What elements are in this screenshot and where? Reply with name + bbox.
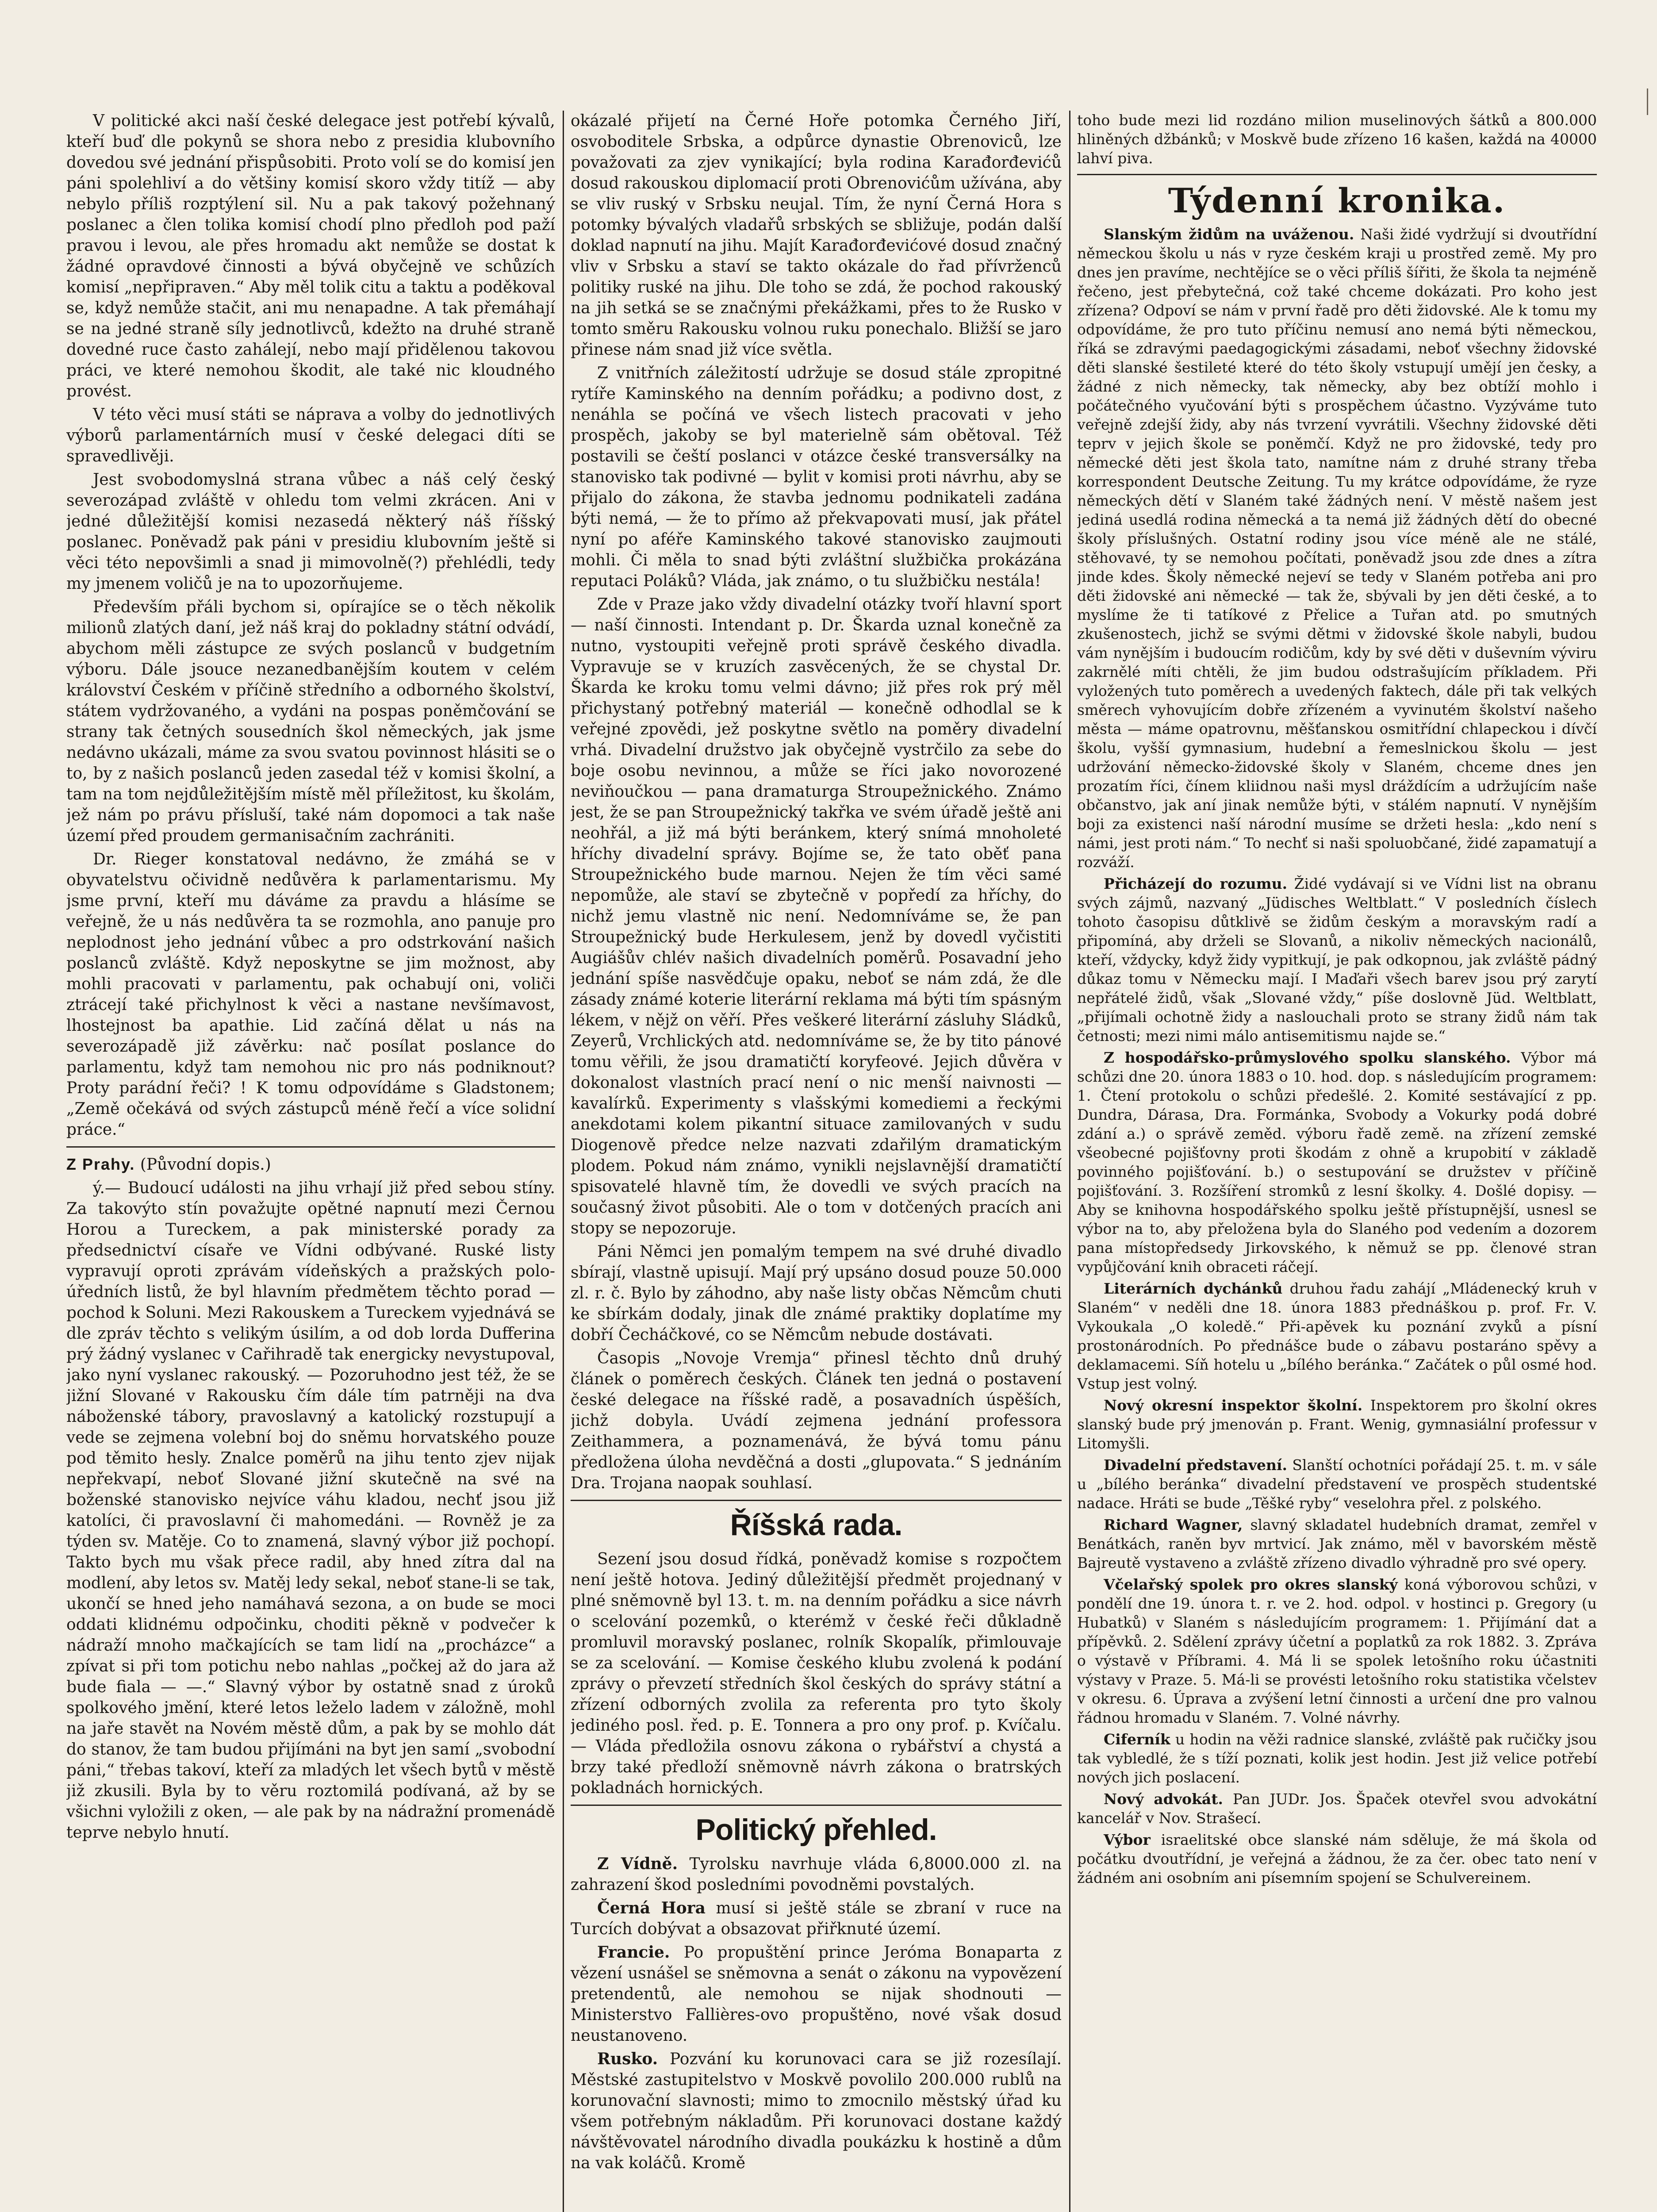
news-item-text: Po propuštění prince Jeróma Bonaparta z vězení usnášel se sněmovna a senát o zákonu na vypovězení pretendentů, ale nemohou se nijak shodnouti — Ministerstvo Fallières-ovo propuštěno, nové však dosud neustanoveno. (571, 1943, 1062, 2045)
news-item (571, 2049, 1062, 2174)
rada-heading: Říšská rada. (730, 1508, 902, 1542)
politicky-heading: Politický přehled. (695, 1813, 937, 1847)
newspaper-page (66, 111, 1597, 2212)
news-item-text: Tyrolsku navrhuje vláda 6,8000.000 zl. na zahrazení škod posledními povodněmi povstalých. (571, 1855, 1062, 1894)
article-paragraph: V této věci musí státi se náprava a volby do jednotlivých výborů parlamentárních musí v české delegaci díti se spravedlivěji. (66, 406, 555, 465)
article-paragraph: Páni Němci jen pomalým tempem na své druhé divadlo sbírají, vlastně upisují. Mají prý upsáno dosud pouze 50.000 zl. r. č. Bylo by záhodno, aby naše listy občas Němcům chuti ke sbírkám dodaly, jinak dle známé praktiky doplatíme my dobří Čecháčkové, co se Němcům nebude dostávati. (571, 1243, 1062, 1344)
section-divider (66, 1146, 555, 1148)
article-paragraph: Z vnitřních záležitostí udržuje se dosud stále zpropitné rytíře Kaminského na denním pořádku; a podivno dost, z nenáhla se počíná ve všech listech pracovati v jeho prospěch, jakoby se byl materielně sám obětoval. Též postavili se čeští poslanci v otázce české transversálky na stanovisko tak podivné — bylit v komisi proti návrhu, aby se přijalo do zákona, že stavba jednomu podnikateli zadána býti nemá, — že to přímo až překvapovati musí, jak přátel nyní po aféře Kaminského takové stanovisko zaujmouti mohli. Či měla to snad býti zvláštní službička prokázána reputaci Poláků? Vláda, jak známo, o tu službičku nestála! (571, 364, 1062, 590)
news-item (1077, 1279, 1597, 1393)
praha-heading: Z Prahy. (66, 1155, 135, 1173)
news-item (1077, 1730, 1597, 1787)
news-item (571, 1854, 1062, 1895)
news-item-text: slavný skladatel hudebních dramat, zemřel v Benátkách, raněn byv mrtvicí. Jak známo, měl v bavorském městě Bajreutě vystaveno a zvláště zřízeno divadlo výhradně pro své opery. (1077, 1516, 1597, 1571)
article-paragraph: Časopis „Novoje Vremja“ přinesl těchto dnů druhý článek o poměrech českých. Článek ten jedná o postavení české delegace na říšské radě, a posavadních úspěších, jichž dobyla. Uvádí zejmena jednání professora Zeithammera, a poznamenává, že bývá tomu pánu předložena úloha nevděčná a dosti „glupovata.“ S jednáním Dra. Trojana naopak souhlasí. (571, 1349, 1062, 1492)
news-item-lead: Z Vídně. (597, 1855, 678, 1873)
news-item-lead: Divadelní představení. (1104, 1456, 1288, 1474)
article-paragraph: V politické akci naší české delegace jest potřebí kývalů, kteří buď dle pokynů se shora nebo z presidia klubovního dovedou své jednání přispůsobiti. Proto volí se do komisí jen páni spolehliví a do většiny komisí skoro vždy titíž — aby nebylo příliš rozptýlení sil. Nu a pak takový požehnaný poslanec a člen tolika komisí chodí plno předloh pod paží pravou i levou, ale přes hromadu akt nemůže se dostat k žádné opravdové činnosti a bývá obyčejně ve schůzích komisí „nepřipraven.“ Aby měl tolik citu a taktu a poděkoval se, když nemůže stačit, ani mu nenapadne. A tak přemáhají se na jedné straně síly jednotlivců, kdežto na druhé straně dovedné ruce často zahálejí, nebo mají přidělenou takovou práci, ve které nemohou škodit, ale také nic kloudného provést. (66, 112, 555, 400)
news-item-lead: Včelařský spolek pro okres slanský (1104, 1576, 1398, 1593)
praha-dateline (66, 1154, 555, 1175)
article-paragraph: toho bude mezi lid rozdáno milion muselinových šátků a 800.000 hliněných džbánků; v Moskvě bude zřízeno 16 kašen, každá na 40000 lahví piva. (1077, 111, 1597, 167)
news-item-text: Naši židé vydržují si dvoutřídní německou školu u nás v ryze českém kraji u prostřed země. My pro dnes jen pravíme, nechtějíce se o věci příliš šířiti, že škola ta nejméně řečeno, jest přebytečná, což také chceme dokázati. Pro koho jest zřízena? Odpoví se nám v první řadě pro děti židovské. Ale k tomu my odpovídáme, že pro tuto příčinu nemusí ano nemá býti německou, říká se zdravými paedagogickými zásadami, neboť všechny židovské děti slanské šestileté které do této školy vstupují umějí jen česky, a žádné z nich německy, tak německy, aby bez obtíží mohlo i počátečného vyučování býti s prospěchem účastno. Vyzýváme tuto veřejně zdejší židy, aby nás tvrzení vyvrátili. Všechny židovské děti teprv v jejich škole se poněmčí. Když ne pro židovské, tedy pro německé děti jest škola tato, namítne nám z druhé strany třeba korrespondent Deutsche Zeitung. Tu my krátce odpovídáme, že ryze německých dětí v Slaném také žádných není. V městě našem jest jediná usedlá rodina německá a ta nemá již žádných dětí do obecné školy příslušných. Ostatní rodiny jsou více méně ale ne stálé, stěhovavé, ty se nemohou počítati, poněvadž jsou zde dnes a zítra jinde kdes. Školy německé nejeví se tedy v Slaném potřeba ani pro děti židovské ani německé — tak že, sbývali by jen děti české, a to myslíme že ti tatíkové z Přelice a Tuřan atd. po smutných zkušenostech, jichž se svými dětmi v židovské škole nabyli, budou vám nynějším i budoucím rodičům, kdy by své děti v duševním výviru zakrnělé míti chtěli, že jim budou odstrašujícím příkladem. Při vyložených tuto poměrech a uvedených faktech, dále při tak velkých směrech vyhovujícím dobře zřízeném a vyvinutém školství našeho města — máme opatrovnu, měšťanskou osmitřídní chlapeckou i dívčí školu, vyšší gymnasium, hudební a řemeslnickou školu — jest udržování německo-židovské školy v Slaném, chceme dnes jen prozatím říci, čínem kliidnou naši mysl dráždícím a udržujícím naše občanstvo, jak aní jinak nemůže býti, v stálém napnutí. V nynějším boji za existenci naší národní musíme se držeti hesla: „kdo není s námi, jest proti nám.“ To nechť si naši spoluobčané, židé zapamatují a rozváží. (1077, 226, 1597, 871)
news-item-text: israelitské obce slanské nám sděluje, že má škola od počátku dvoutřídní, je veřejná a žádnou, že za čer. obec tato není v žádném ani osobním ani písemním spojení se Schulvereinem. (1077, 1831, 1597, 1886)
news-item-text: Inspektorem pro školní okres slanský bude prý jmenován p. Frant. Wenig, gymnasiální professur v Litomyšli. (1077, 1397, 1597, 1452)
news-item (571, 1898, 1062, 1939)
news-item-lead: Z hospodářsko-průmyslového spolku slanského. (1104, 1049, 1511, 1066)
news-item-text: Slanští ochotníci pořádají 25. t. m. v sále u „bílého beránka“ divadelní představení ve prospěch studentské nadace. Hráti se bude „Těšké ryby“ veselohra přel. z polského. (1077, 1456, 1597, 1512)
news-item-lead: Černá Hora (597, 1899, 706, 1917)
news-item (1077, 874, 1597, 1045)
article-paragraph: ý.— Budoucí události na jihu vrhají již před sebou stíny. Za takovýto stín považujte opětné napnutí mezi Černou Horou a Tureckem, a pak ministerské porady za předsednictví císaře ve Vídni odbývané. Ruské listy vypravují oproti zprávám vídeňských a pražských polo-úředních listů, že byl hlavním předmětem těchto porad — pochod k Soluni. Mezi Rakouskem a Tureckem vyjednává se dle zpráv těchto s velikým úsilím, a od dob lorda Dufferina prý žádný vyslanec v Cařihradě tak energicky nevystupoval, jako nyní vyslanec rakouský. — Pozoruhodno jest též, že se jižní Slované v Rakousku čím dále tím patrněji na dva náboženské tábory, pravoslavný a katolický rozstupují a vede se zejmena volební boj do sněmu horvatského pouze pod těmito hesly. Znalce poměrů na jihu tento zjev nijak nepřekvapí, neboť Slované jižní skutečně na své na boženské stanovisko nejvíce váhu kladou, nechť jsou již katolíci, či pravoslavní či mahomedáni. — Rovněž je za týden sv. Matěje. Co to znamená, slavný výbor již pochopí. Takto bych mu však přece radil, aby hned zítra dal na modlení, aby letos sv. Matěj ledy sekal, neboť stane-li se tak, ukončí se hned jeho namáhavá sezona, a on bude se moci oddati klidnému odpočinku, choditi pěkně v podvečer k nádraží mnoho mačkajících se tam lidí na „procházce“ a zpívat si při tom potichu nebo nahlas „počkej až do jara až bude fiala — —.“ Slavný výbor by ostatně snad z úroků spolkového jmění, které letos leželo ladem v záložně, mohl na jaře stavět na Novém městě dům, a pak by se mohlo dát do stanov, že tam budou přijímáni na byt jen samí „svobodní páni,“ třebas takoví, kteří za mladých let všech bytů v městě již zkusili. Byla by to věru roztomilá podívaná, až by se všichni vyložili z oken, — ale pak by na nádražní promenádě teprve nebylo hnutí. (66, 1179, 555, 1842)
news-item-text: Pan JUDr. Jos. Špaček otevřel svou advokátní kancelář v Nov. Strašecí. (1077, 1790, 1597, 1827)
column-middle (571, 111, 1062, 2212)
news-item-lead: Nový advokát. (1104, 1790, 1224, 1808)
article-paragraph: okázalé přijetí na Černé Hoře potomka Černého Jiří, osvoboditele Srbska, a odpůrce dynastie Obrenoviců, lze považovati za zjev vynikající; byla rodina Karađorđevićů dosud rakouskou diplomacií proti Obrenovićům užívána, aby se vliv ruský v Srbsku neujal. Tím, že nyní Černá Hora s potomky bývalých vladařů srbských se sbližuje, podán další doklad napnutí na jihu. Majít Karađorđevićové dosud značný vliv v Srbsku a staví se takto okázale do řad přívrženců politiky ruské na jihu. Dle toho se zdá, že pochod rakouský na jih setká se se značnými překážkami, přes to že Rusko v tomto směru Rakousku volnou ruku ponechalo. Bližší se jaro přinese nám snad již více světla. (571, 112, 1062, 359)
column-right (1077, 111, 1597, 2212)
section-divider (571, 1500, 1062, 1501)
news-item-lead: Přicházejí do rozumu. (1104, 875, 1288, 892)
news-item-lead: Richard Wagner, (1104, 1516, 1243, 1533)
column-rule (563, 111, 564, 2212)
kronika-heading: Týdenní kronika. (1168, 181, 1506, 220)
news-item-text: Židé vydávají si ve Vídni list na obranu svých zájmů, nazvaný „Jüdisches Weltblatt.“ V posledních číslech tohoto časopisu důtklivě se židům českým a moravským radí a připomíná, aby drželi se Slovanů, a nikoliv německých nacionálů, kteří, vždycky, když židy vypitkují, je pak odkopnou, jak zvláště pádný důkaz tomu v Německu mají. I Maďaři všech barev jsou prý zarytí nepřátelé židů, však „Slované vždy,“ píše doslovně Jüd. Weltblatt, „přijímali ochotně židy a naslouchali proto se strany židů nám tak četnosti; mezi nimi málo antisemitismu najde se.“ (1077, 875, 1597, 1045)
news-item-text: Výbor má schůzi dne 20. února 1883 o 10. hod. dop. s následujícím programem: 1. Čtení protokolu o schůzi předešlé. 2. Komité sestávající z pp. Dundra, Dárasa, Dra. Formánka, Svobody a Vokurky podá dobré zdání a.) o správě zeměd. výboru řadě země. na zřízení zemské všeobecné pojišťovny proti škodám z ohně a krupobití v základě povinného pojišťování. b.) o sestupování se družstev v příčině pojišťování. 3. Rozšíření stromků z lesní školky. 4. Došlé dopisy. — Aby se knihovna hospodářského spolku ještě přístupnější, usnesl se výbor na to, aby přeložena byla do Slaného pod vedením a dozorem pana místopředsedy Jirkovského, k němuž se pp. členové stran vypůjčování knih obraceti ráčejí. (1077, 1049, 1597, 1275)
article-paragraph: Sezení jsou dosud řídká, poněvadž komise s rozpočtem není ještě hotova. Jediný důležitější předmět projednaný v plné sněmovně byl 13. t. m. na denním pořádku a sice návrh o scelování pozemků, o kterémž v české řeči důkladně promluvil moravský poslanec, rolník Skopalík, přimlouvaje se za scelování. — Komise českého klubu zvolená k podání zprávy o převzetí středních škol českých do správy státní a zřízení odborných zvolila za referenta pro tyto školy jediného posl. řed. p. E. Tonnera a pro ony prof. p. Kvíčalu. — Vláda předložila osnovu zákona o rybářství a chystá a brzy také předloží sněmovně návrh zákona o bratrských pokladnách hornických. (571, 1550, 1062, 1797)
column-left (66, 111, 555, 2212)
news-item-text: u hodin na věži radnice slanské, zvláště pak ručičky jsou tak vybledlé, že s tíží poznati, kolik jest hodin. Jest již velice potřebí nových jich poslacení. (1077, 1731, 1597, 1786)
news-item (571, 1942, 1062, 2046)
news-item-lead: Francie. (597, 1943, 670, 1962)
article-paragraph: Jest svobodomyslná strana vůbec a náš celý český severozápad zvláště v ohledu tom velmi zkrácen. Ani v jedné důležitější komisi nezasedá některý náš říšský poslanec. Poněvadž pak páni v presidiu klubovním ještě si věci této nepovšimli a snad ji mimovolně(?) přehlédli, tedy my jmenem voličů je na to upozorňujeme. (66, 471, 555, 593)
news-item (1077, 1455, 1597, 1513)
news-item (1077, 1790, 1597, 1828)
news-item-lead: Literárních dychánků (1104, 1280, 1283, 1297)
news-item (1077, 1048, 1597, 1276)
news-item-text: Pozvání ku korunovaci cara se již rozesílají. Městské zastupitelstvo v Moskvě povolilo 200.000 rublů na korunovační slavnosti; mimo to zmocnilo městský úřad ku všem potřebným nákladům. Při korunovaci dostane každý návštěvovatel národního divadla poukázku k hostině a dům na vak koláčů. Kromě (571, 2050, 1062, 2172)
news-item-lead: Rusko. (597, 2050, 658, 2068)
section-divider (571, 1805, 1062, 1806)
column-rule (1069, 111, 1070, 2212)
praha-subheading: (Původní dopis.) (140, 1156, 271, 1174)
news-item (1077, 1830, 1597, 1887)
article-paragraph: Dr. Rieger konstatoval nedávno, že zmáhá se v obyvatelstvu očividně nedůvěra k parlamentarismu. My jsme první, kteří mu dáváme za pravdu a hlásíme se veřejně, že u nás nedůvěra ta se rozmohla, ano panuje pro neplodnost jeho jednání vůbec a pro odstrkování našich poslanců zvláště. Když neposkytne se jim možnost, aby mohli pracovati v parlamentu, pak ochabují oni, voliči ztrácejí také přichylnost k věci a nastane nevšímavost, lhostejnost ba apathie. Lid začíná dělat u nás na severozápadě již závěrku: nač posílat poslance do parlamentu, když tam nemohou nic pro nás podniknout? Proty parádní řeči? ! K tomu odpovídáme s Gladstonem; „Země očekává od svých zástupců méně řečí a více solidní práce.“ (66, 850, 555, 1139)
news-item (1077, 1396, 1597, 1453)
page-edge-mark (1642, 88, 1648, 115)
news-item-lead: Slanským židům na uváženou. (1104, 226, 1354, 243)
news-item-lead: Nový okresní inspektor školní. (1104, 1397, 1363, 1414)
article-paragraph: Zde v Praze jako vždy divadelní otázky tvoří hlavní sport — naší činnosti. Intendant p. Dr. Škarda uznal konečně za nutno, vystoupiti veřejně proti správě českého divadla. Vypravuje se v kruzích zasvěcených, že se chystal Dr. Škarda ke kroku tomu velmi dávno; již přes rok prý měl přichystaný potřebný materiál — konečně odhodlal se k veřejné zpovědi, jež poskytne světlo na poměry divadelní vrhá. Divadelní družstvo jak obyčejně vystrčilo za sebe do boje osobu nevinnou, a může se říci jako novorozené neviňoučkou — pana dramaturga Stroupežnického. Známo jest, že se pan Stroupežnický takřka ve svém úřadě ještě ani neohřál, a již má býti beránkem, který snímá mnoholeté hříchy divadelní správy. Bojíme se, že tato oběť pana Stroupežnického bude marnou. Nejen že tím věci samé nepomůže, ale staví se zbytečně v popředí za hříchy, do nichž jemu vlastně nic není. Nedomníváme se, že pan Stroupežnický bude Herkulesem, jenž by dovedl vyčistiti Augiášův chlév našich divadelních poměrů. Posavadní jeho jednání spíše nasvědčuje opaku, neboť se nám zdá, že dle zásady známé koterie literární reklama má býti tím spásným lékem, v nějž on věří. Přes veškeré literární zásluhy Sládků, Zeyerů, Vrchlických atd. nedomníváme se, že by tito pánové tomu věřili, že jsou dramatičtí koryfeové. Jejich důvěra v dokonalost vlastních prací není o nic menší naivnosti — kavalírků. Experimenty s vlašskými komediemi a řeckými anekdotami kolem pikantní situace zamilovaných v sudu Diogenově předce nelze nazvati zdařilým dramatickým plodem. Pokud nám známo, vynikli nejslavnější dramatičtí spisovatelé hlavně tím, že dovedli ve svých pracích na současný život působiti. Ale o tom v dotčených pracích ani stopy se nepozoruje. (571, 595, 1062, 1237)
news-item-text: druhou řadu zahájí „Mládenecký kruh v Slaném“ v neděli dne 18. února 1883 přednáškou p. prof. Fr. V. Vykoukala „O koledě.“ Při-apěvek ku poznání zvyků a písní prostonárodních. Po přednášce bude o zábavu postaráno spěvy a deklamacemi. Síň hotelu u „bílého beránka.“ Začátek o půl osmé hod. Vstup jest volný. (1077, 1280, 1597, 1392)
news-item (1077, 225, 1597, 872)
news-item-lead: Ciferník (1104, 1731, 1170, 1748)
news-item-text: musí si ještě stále se zbraní v ruce na Turcích dobývat a obsazovat přiřknuté území. (571, 1899, 1062, 1938)
news-item (1077, 1515, 1597, 1572)
section-divider (1077, 174, 1597, 175)
news-item-lead: Výbor (1104, 1831, 1151, 1848)
news-item-text: koná výborovou schůzi, v pondělí dne 19. února t. r. ve 2. hod. odpol. v hostinci p. Gregory (u Hubatků) v Slaném s následujícím programem: 1. Přijímání dat a přípěvků. 2. Sdělení zprávy účetní a poplatků za rok 1882. 3. Zpráva o výstavě v Příbrami. 4. Má li se spolek letošního roku účastniti výstavy v Praze. 5. Má-li se provésti letošního roku statistika včelstev v okresu. 6. Úprava a zvýšení letní činnosti a určení dne pro valnou řádnou hromadu v Slaném. 7. Volné návrhy. (1077, 1576, 1597, 1726)
news-item (1077, 1575, 1597, 1727)
article-paragraph: Především přáli bychom si, opírajíce se o těch několik milionů zlatých daní, jež náš kraj do pokladny státní odvádí, abychom měli zástupce ze svých poslanců v budgetním výboru. Dále jsouce nezanedbanějším koutem v celém království Českém v příčině středního a odborného školství, státem vydržovaného, a vydáni na pospas poněmčování se strany tak četných sousedních škol německých, jak jsme nedávno ukázali, máme za svou svatou povinnost hlásiti se o to, by z našich poslanců jeden zasedal též v komisi školní, a tam na tom nejdůležitějším místě měl příležitost, ku školám, jež nám po právu přísluší, také nám dopomoci a tak naše území před proudem germanisačním zachrániti. (66, 598, 555, 845)
